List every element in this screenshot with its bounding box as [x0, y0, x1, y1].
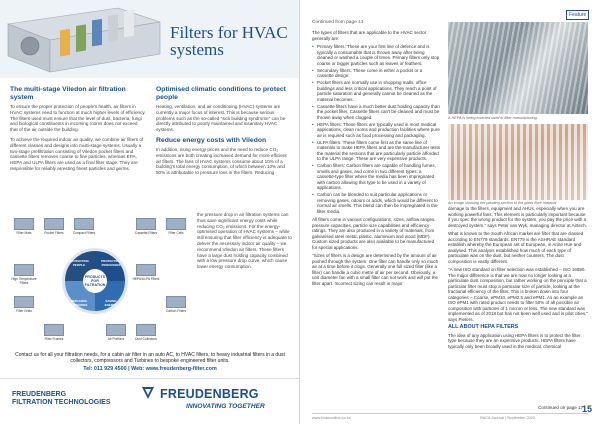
list-item: • Primary filters: These are your first line of defence and is typically a consumable that is thrown away after being cleaned or washed a couple of times. Primary filters only stop coarse or bigger particles such as leaves or feathers.: [312, 44, 440, 66]
ad-heading-climatic-conditions: Optimised climatic conditions to protect people: [156, 86, 286, 101]
section-heading-hepa: ALL ABOUT HEPA FILTERS: [448, 324, 519, 330]
product-image: [14, 218, 34, 230]
logo-line: FREUDENBERG: [12, 391, 67, 398]
product-label: Compact Filters: [72, 231, 96, 235]
article-column-1: [312, 30, 440, 289]
filtration-wheel: [62, 248, 128, 314]
product-label: Filter Grids: [16, 309, 32, 313]
article-paragraph: damage to the filters, equipment and AHUs, especially when you are working powerful fans. This element is particularly important because if you spec the wrong product for the system, you pay the price with a destroyed system," says Peter van Wyk, managing director at Airtech.: [448, 206, 587, 228]
list-item: • Carbon can be blended to suit particular applications or removing gases, odours or acids, which would be different to normal air smells. This blend can then be impregnated in the filter media.: [312, 192, 440, 214]
product-label: Pocket Filters: [44, 231, 64, 235]
wheel-segment-label: PROTECTING PEOPLE: [69, 259, 89, 267]
wheel-segment-label: REDUCING EMISSIONS: [70, 299, 88, 307]
page-footer: [312, 413, 588, 420]
product-label: Cassette Filters: [134, 231, 158, 235]
ad-side-paragraph: the pressure drop in air filtration systems can thus save significant energy costs while reducing CO₂ emissions. For the energy-optimised operation of HVAC systems – while still ensuring that filter efficiency is adequate to deliver the necessary indoor air quality – we recommend Viledon air filters. These filters have a large dust holding capacity combined with a low pressure drop curve, which cause lower energy consumption.: [197, 212, 292, 270]
ad-paragraph: To ensure the proper protection of people's health, air filters in HVAC systems need to function at much higher levels of efficiency. The filters used must ensure that the level of dust, bacteria, fungi and biological constituents in incoming rooms does not exceed that of the air outside the building.: [10, 104, 146, 133]
wheel-segment-label: PROTECTING PROCESSES: [101, 259, 121, 267]
ad-heading-filtration-system: The multi-stage Viledon air filtration system: [10, 86, 126, 101]
product-image: [136, 264, 156, 276]
ad-footer: [0, 378, 300, 424]
page-number: 15: [582, 404, 593, 414]
contact-phone-web: Tel: 011 929 4500 | Web: www.freudenberg-filter.com: [83, 366, 217, 372]
list-item: • Carbon filters: Carbon filters are capable of handling fumes, smells and gases, and come in two different types: a cassette-type filter where the media has been impregnated with carbon allowing this type to be used in a variety of applications.: [312, 163, 440, 191]
product-image: [166, 296, 186, 308]
footer-issue: RACA Journal | September 2020: [480, 416, 536, 420]
hepa-photo: [448, 22, 588, 114]
product-label: HEPA/ULPA Filters: [132, 277, 160, 281]
pleating-photo: [448, 124, 588, 200]
freudenberg-logo: [160, 385, 290, 415]
article-paragraph: What is known to the South African market are filter that are classed according to EN779 standards. EN779 is the ASHRAE standard establish whereby the European set of European, in Anne Hue and analysed. This analysis established how much of each type of particulate was on the dust, but neither counters. The dust composition is vastly different.: [448, 231, 584, 264]
product-image: [74, 218, 94, 230]
logo-line: FILTRATION TECHNOLOGIES: [12, 399, 111, 406]
filter-types-list: [312, 44, 440, 214]
hero-banner: [0, 0, 300, 78]
product-label: Carbon Filters: [165, 309, 187, 313]
article-paragraph: All filters come in various configurations, sizes, airflow ranges, pressure capacities, particle size capabilities and efficiency ratings. They are also produced in a variety of materials, from galvanised steel metal, plastic, aluminium and wood (MDF). Custom sized products are also available to be manufactured for special applications.: [312, 217, 436, 250]
product-image: [136, 324, 156, 336]
list-item: • ULPA filters: These filters come first as the same line of materials to make HEPA filters and are the manufacturer tests the material the sections that are particularly particle afforded to the ULPA range. These are very expensive products.: [312, 140, 440, 162]
product-label: Filter Cells: [168, 231, 184, 235]
article-paragraph: "Sizes of filters is a design are determined by the amount of air pushed through the system. One filter can handle only so much air at a time before it clogs. Generally one full sized filter (like a filter) can handle a cubic metre of air per second. Obviously, a unit diameter fan with a small filter can not work and will put the filter apart. Incorrect sizing can result in major: [312, 253, 439, 286]
product-label: Dust Collectors: [135, 337, 157, 341]
article-paragraph: "A new ISO standard on filter selection was established – ISO 16890. The major difference is that we are now no longer looking at a particulate dust composition, but rather working on the principle that a particular filter must stop a particular size of particle, looking at the fractional efficiency of the filter. This is broken down into four categories – Coarse, ePM10, ePM2.5 and ePM1. As an example an ISO ePM1 with rated product needs to filter 50% of all possible air composition with particles of 1 micron or less. The new standard was implemented as of 2018 but has not been well used and is pilot cities," says Pieters.: [448, 267, 588, 322]
photo-caption: A HEPA is being inserted used in filter manufacturing: [448, 116, 537, 120]
continued-on: Continued on page 17: [538, 405, 584, 410]
product-label: Air Purifiers: [107, 337, 125, 341]
ad-column-2: [156, 86, 292, 180]
product-image: [44, 324, 64, 336]
product-label: Filter Mats: [16, 231, 32, 235]
product-image: [44, 218, 64, 230]
logo-wordmark: FREUDENBERG: [160, 387, 259, 401]
wheel-center-label: PRODUCTS FOR FILTRATION: [83, 269, 107, 293]
freudenberg-filtration-logo: [12, 391, 111, 407]
product-image: [14, 296, 34, 308]
freudenberg-mark-icon: [140, 385, 156, 401]
ad-paragraph: To achieve the required indoor air quality, we combine air filters of different classes and designs into multi-stage systems. Usually a two-stage prefiltration consisting of Viledon pocket filters and cassette filters removes coarse to fine particles, whereas EPA, HEPA and ULPA filters are used as a final filter stage. They are responsible for reliably arresting finest particles and germs.: [10, 136, 144, 171]
list-item: • Pocket filters are normally use in shopping malls, office buildings and less critical applications. They reach a point of particle saturation and generally cannot be cleaned as the material becomes.: [312, 80, 440, 102]
article-page: [300, 0, 600, 424]
article-paragraph: The idea of any application using HEPA filters is to protect the filter type because they are an expensive products. HEPA filters have typically only been broadly used in the medical, chemical: [448, 332, 581, 349]
product-image: [106, 324, 126, 336]
list-item: • Cassette filters have a much better dust holding capacity than the pocket filter. Cassette filters can't be cleaned and must be thrown away when clogged.: [312, 104, 440, 121]
ad-column-1: [10, 86, 146, 176]
filtration-products-diagram: [10, 212, 195, 350]
article-intro: The types of filters that are applicable to the HVAC sector generally are:: [312, 30, 427, 41]
list-item: • Secondary filters: These come in either a pocket or a cassette design:: [312, 68, 440, 79]
product-image: [136, 218, 156, 230]
ad-paragraph: In addition, rising energy prices and the need to reduce CO₂ emissions are both creating increased demand for more efficient air filters. The fans of HVAC systems consume about 10% of a building's total energy consumption, of which between 10% and 50% is attributable to pressure loss in the filters. Reducing: [156, 146, 287, 176]
ad-title: Filters for HVAC systems: [170, 23, 288, 59]
product-image: [166, 218, 186, 230]
footer-website: www.hvacronline.co.za: [312, 416, 351, 420]
product-image: [14, 264, 34, 276]
list-item: • HEPA filters: These filters are typically used in most medical applications, clean rooms and production facilities where pure air is required such as food processing and packaging.: [312, 122, 440, 139]
ad-heading-energy-costs: Reduce energy costs with Viledon: [156, 136, 267, 144]
contact-text: Contact us for all your filtration needs, for a cabin air filter in an auto AC, to HVAC filters, to heavy industrial filters in a dust collectors, compressors and Turbines to bespoke engineered filter units.: [15, 352, 285, 364]
article-column-2: [448, 206, 588, 352]
ad-paragraph: Heating, ventilation, and air conditioning (HVAC) systems are currently a major focus of interest. This is because serious problems such as the so-called "sick building syndrome" can be directly attributed to poorly maintained and insanitary HVAC systems.: [156, 104, 286, 133]
logo-tagline: INNOVATING TOGETHER: [186, 403, 265, 410]
photo-caption: An image showing the pleating section of the glass fibre material: [448, 201, 557, 205]
wheel-segment-label: SAVING ENERGY: [104, 299, 118, 307]
product-label: High Temperature Filters: [11, 277, 37, 285]
feature-badge: Feature: [566, 10, 589, 20]
contact-block: [10, 352, 290, 372]
continued-from: Continued from page 13: [312, 20, 364, 25]
product-label: Filter Frames: [44, 337, 64, 341]
